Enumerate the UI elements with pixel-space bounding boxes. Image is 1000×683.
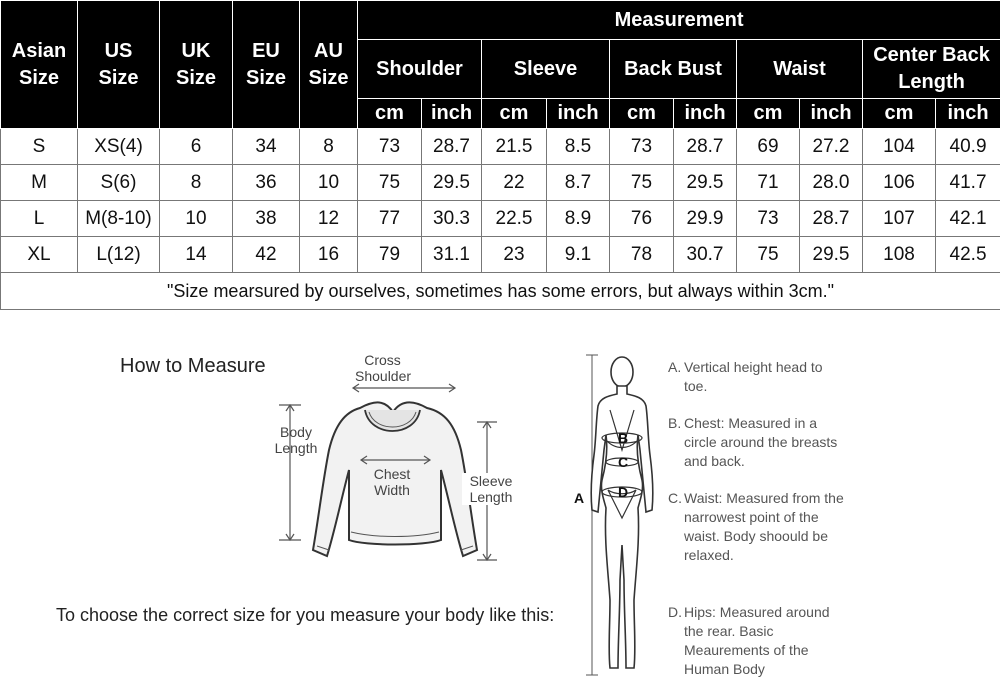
- sleeve-length-label: Sleeve Length: [462, 473, 520, 505]
- table-cell: 31.1: [422, 237, 482, 273]
- table-cell: 8.7: [547, 165, 610, 201]
- legend-text: Waist: Measured from the narrowest point of the waist. Body shoould be relaxed.: [684, 490, 844, 563]
- table-cell: 73: [737, 201, 800, 237]
- figure-letter-a: A: [574, 490, 585, 506]
- table-cell: 8: [160, 165, 233, 201]
- table-cell: 21.5: [482, 129, 547, 165]
- table-row: [1, 165, 1000, 201]
- legend-text: Hips: Measured around the rear. Basic Meaurements of the Human Body: [684, 604, 830, 677]
- figure-letter-c: C: [618, 454, 629, 470]
- header-sleeve: Sleeve: [482, 40, 610, 99]
- header-us-size: US Size: [78, 1, 160, 129]
- header-waist: Waist: [737, 40, 863, 99]
- legend-text: Vertical height head to toe.: [684, 359, 823, 394]
- header-au-size: AU Size: [300, 1, 358, 129]
- legend-item-c: [668, 489, 848, 565]
- table-cell: 69: [737, 129, 800, 165]
- table-row: [1, 129, 1000, 165]
- table-cell: M: [1, 165, 78, 201]
- table-cell: XS(4): [78, 129, 160, 165]
- table-cell: 76: [610, 201, 674, 237]
- figure-letter-b: B: [618, 430, 629, 446]
- table-row: [1, 237, 1000, 273]
- table-cell: 10: [300, 165, 358, 201]
- legend-key: C.: [668, 490, 682, 506]
- table-cell: 22: [482, 165, 547, 201]
- table-cell: 29.9: [674, 201, 737, 237]
- table-cell: 28.7: [674, 129, 737, 165]
- legend-text: Chest: Measured in a circle around the breasts and back.: [684, 415, 838, 469]
- table-cell: 107: [863, 201, 936, 237]
- table-cell: 22.5: [482, 201, 547, 237]
- unit-header: cm: [482, 99, 547, 129]
- legend-item-d: [668, 603, 848, 679]
- unit-header: cm: [610, 99, 674, 129]
- table-cell: 75: [610, 165, 674, 201]
- table-cell: 42: [233, 237, 300, 273]
- unit-header: cm: [863, 99, 936, 129]
- header-center-back-length: Center Back Length: [863, 40, 1000, 99]
- measurement-note: "Size mearsured by ourselves, sometimes has some errors, but always within 3cm.": [1, 273, 1000, 310]
- legend-key: D.: [668, 604, 682, 620]
- table-cell: 29.5: [800, 237, 863, 273]
- table-cell: 8: [300, 129, 358, 165]
- table-cell: 9.1: [547, 237, 610, 273]
- table-cell: S: [1, 129, 78, 165]
- table-cell: 6: [160, 129, 233, 165]
- table-cell: 75: [737, 237, 800, 273]
- table-cell: 8.5: [547, 129, 610, 165]
- table-cell: 16: [300, 237, 358, 273]
- table-cell: 38: [233, 201, 300, 237]
- body-figure-diagram: [570, 350, 670, 680]
- chest-width-label: Chest Width: [366, 466, 418, 498]
- table-cell: L: [1, 201, 78, 237]
- header-eu-size: EU Size: [233, 1, 300, 129]
- table-cell: 104: [863, 129, 936, 165]
- table-cell: 30.7: [674, 237, 737, 273]
- unit-header: cm: [358, 99, 422, 129]
- unit-header: inch: [674, 99, 737, 129]
- unit-header: cm: [737, 99, 800, 129]
- table-cell: 29.5: [422, 165, 482, 201]
- header-uk-size: UK Size: [160, 1, 233, 129]
- table-cell: 36: [233, 165, 300, 201]
- cross-shoulder-label: Cross Shoulder: [355, 352, 412, 384]
- table-cell: 73: [610, 129, 674, 165]
- choose-size-instruction: To choose the correct size for you measure your body like this:: [56, 605, 555, 625]
- table-cell: 108: [863, 237, 936, 273]
- header-shoulder: Shoulder: [358, 40, 482, 99]
- table-cell: 28.7: [422, 129, 482, 165]
- unit-header: inch: [800, 99, 863, 129]
- table-cell: XL: [1, 237, 78, 273]
- table-cell: 30.3: [422, 201, 482, 237]
- figure-letter-d: D: [618, 484, 629, 500]
- table-cell: 27.2: [800, 129, 863, 165]
- table-cell: 71: [737, 165, 800, 201]
- unit-header: inch: [547, 99, 610, 129]
- table-cell: 77: [358, 201, 422, 237]
- size-chart-table: [0, 0, 1000, 310]
- legend-key: A.: [668, 359, 682, 375]
- header-measurement: Measurement: [358, 1, 1000, 40]
- header-asian-size: Asian Size: [1, 1, 78, 129]
- table-cell: 14: [160, 237, 233, 273]
- table-cell: 78: [610, 237, 674, 273]
- table-cell: 42.5: [936, 237, 1000, 273]
- table-cell: 42.1: [936, 201, 1000, 237]
- body-length-label: Body Length: [274, 424, 318, 456]
- table-cell: 79: [358, 237, 422, 273]
- table-cell: 41.7: [936, 165, 1000, 201]
- table-cell: S(6): [78, 165, 160, 201]
- table-cell: 23: [482, 237, 547, 273]
- table-cell: 28.7: [800, 201, 863, 237]
- unit-header: inch: [936, 99, 1000, 129]
- table-cell: 106: [863, 165, 936, 201]
- table-cell: 12: [300, 201, 358, 237]
- legend-item-a: [668, 358, 848, 396]
- table-cell: 75: [358, 165, 422, 201]
- unit-header: inch: [422, 99, 482, 129]
- table-cell: 28.0: [800, 165, 863, 201]
- header-back-bust: Back Bust: [610, 40, 737, 99]
- legend-item-b: [668, 414, 848, 471]
- legend-key: B.: [668, 415, 682, 431]
- table-cell: 29.5: [674, 165, 737, 201]
- table-cell: 10: [160, 201, 233, 237]
- table-cell: L(12): [78, 237, 160, 273]
- table-cell: 8.9: [547, 201, 610, 237]
- table-cell: 40.9: [936, 129, 1000, 165]
- table-cell: 73: [358, 129, 422, 165]
- table-cell: 34: [233, 129, 300, 165]
- how-to-measure-title: How to Measure: [120, 355, 266, 377]
- table-row: [1, 201, 1000, 237]
- table-cell: M(8-10): [78, 201, 160, 237]
- size-table-body: [1, 129, 1000, 273]
